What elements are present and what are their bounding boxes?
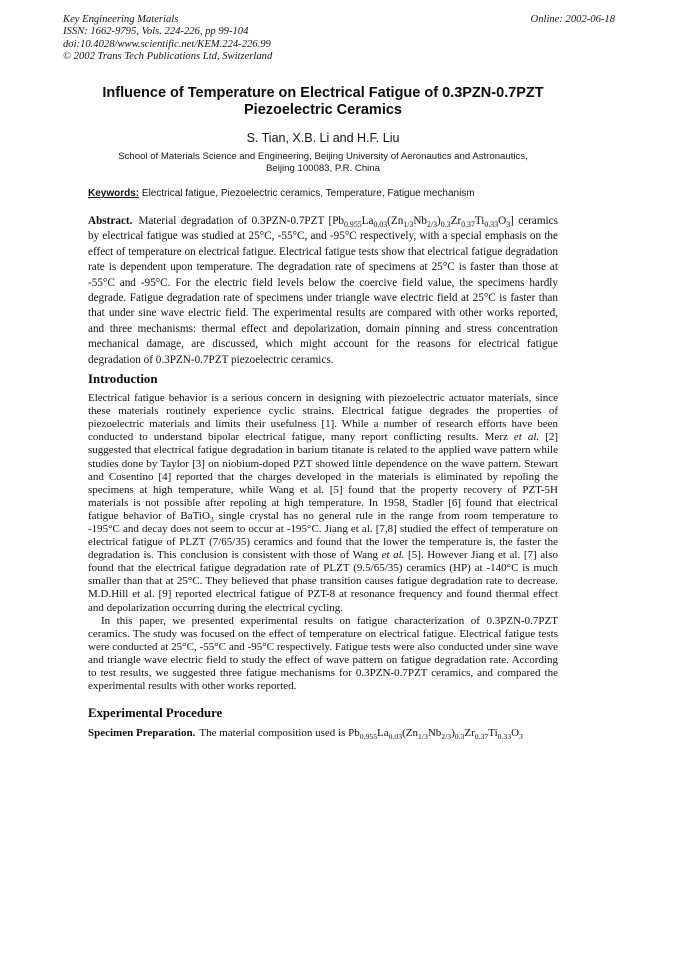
specimen-preparation-text: The material composition used is $Pb_{0.955}La_{0.03}(Zn_{1/3}Nb_{2/3})_{0.3}Zr_{0.37}Ti_{0.33}O_3$ xyxy=(199,727,523,742)
affiliation xyxy=(48,151,598,175)
journal-header xyxy=(63,14,615,64)
authors: S. Tian, X.B. Li and H.F. Liu xyxy=(246,131,400,145)
introduction-paragraph-2: In this paper, we presented experimental results on fatigue characterization of 0.3PZN-0.7PZT ceramics. The study was focused on the effect of temperature on electrical fatigue. Electrical fatigue tests were conducted at 25°C, -55°C and -95°C respectively. Fatigue tests were also conducted under sine wave and triangle wave electric field to study the effect of wave pattern on fatigue degradation rate. According to test results, we suggested three fatigue mechanisms for 0.3PZN-0.7PZT ceramics, and compared the experimental results with other works reported. xyxy=(88,614,558,693)
journal-copyright: © 2002 Trans Tech Publications Ltd, Switzerland xyxy=(63,51,273,63)
introduction-paragraph-1: Electrical fatigue behavior is a serious concern in designing with piezoelectric actuator materials, since these materials routinely experience cyclic strains. Electrical fatigue degrades the properties of piezoelectric materials and limits their usefulness [1]. While a number of research efforts have been conducted to understand bipolar electrical fatigue, many report conflicting results. Merz et al. [2] suggested that electrical fatigue degradation in barium titanate is related to the applied wave pattern while studies done by Taylor [3] on niobium-doped PZT showed little dependence on the wave pattern. Stewart and Cosentino [4] reported that the charges developed in the materials is eliminated by repoling the specimens at high temperature, while Wang et al. [5] found that the property recovery of PZT-5H materials is not possible after repoling at high temperature. In 1958, Stadler [6] found that electrical fatigue behavior of BaTiO$_3$ single crystal has no general rule in the range from room temperature to -195°C and decay does not seem to occur at -195°C. Jiang et al. [7,8] studied the effect of temperature on electrical fatigue of PLZT (7/65/35) ceramics and found that the lower the temperature is, the faster the degradation is. This conclusion is consistent with those of Wang et al. [5]. However Jiang et al. [7] also found that the electrical fatigue degradation rate of PLZT (9.5/65/35) ceramics (HP) at -140°C is much smaller than that at 25°C. They believed that phase transition causes fatigue degradation rate to decrease. M.D.Hill et al. [9] reported electrical fatigue of PZT-8 at resonance frequency and found thermal effect and depolarization occurring during the electrical cycling. xyxy=(88,392,559,614)
paper-body xyxy=(88,214,558,740)
journal-header-left xyxy=(63,14,272,64)
section-heading-experimental-procedure: Experimental Procedure xyxy=(88,706,223,721)
journal-issn: ISSN: 1662-9795, Vols. 224-226, pp 99-104 xyxy=(63,26,249,38)
specimen-preparation-label: Specimen Preparation. xyxy=(88,727,196,740)
abstract-text: Material degradation of 0.3PZN-0.7PZT $[Pb_{0.955}La_{0.03}(Zn_{1/3}Nb_{2/3})_{0.3}Zr_{0.37}Ti_{0.33}O_3]$ ceramics by electrical fatigue was studied at 25°C, -55°C, and -95°C respectively, with a special emphasis on the effect of temperature on electrical fatigue. Electrical fatigue tests show that electrical fatigue degradation rate is dependent upon temperature. The degradation rate of specimens at 25°C is faster than those at -55°C and -95°C. For the electric field levels below the coercive field value, the specimens hardly degrade. Fatigue degradation rate of specimens under triangle wave electric field at 25°C is faster than that under sine wave electric field. The experimental results are compared with other works reported, and three mechanisms: thermal effect and depolarization, domain pinning and stress concentration mechanical damage, are discussed, which might account for the reasons for electrical fatigue degradation of 0.3PZN-0.7PZT piezoelectric ceramics. xyxy=(88,215,558,366)
keywords-text: Electrical fatigue, Piezoelectric ceramics, Temperature, Fatigue mechanism xyxy=(141,188,475,199)
affiliation-line-1: School of Materials Science and Engineering, Beijing University of Aeronautics and Astronautics, xyxy=(118,151,528,162)
affiliation-line-2: Beijing 100083, P.R. China xyxy=(266,162,380,174)
paper-title-line-1: Influence of Temperature on Electrical Fatigue of 0.3PZN-0.7PZT xyxy=(102,85,544,101)
journal-doi: doi:10.4028/www.scientific.net/KEM.224-226.99 xyxy=(63,38,271,50)
paper-title-line-2: Piezoelectric Ceramics xyxy=(244,102,402,118)
keywords-label: Keywords: xyxy=(88,188,140,199)
specimen-preparation-paragraph xyxy=(88,727,558,740)
paper-title xyxy=(88,85,558,119)
section-heading-introduction: Introduction xyxy=(88,372,158,387)
online-date: Online: 2002-06-18 xyxy=(530,14,615,25)
abstract-label: Abstract. xyxy=(88,215,133,227)
abstract-paragraph xyxy=(88,214,558,368)
keywords-line xyxy=(88,188,578,199)
journal-title: Key Engineering Materials xyxy=(63,14,179,25)
